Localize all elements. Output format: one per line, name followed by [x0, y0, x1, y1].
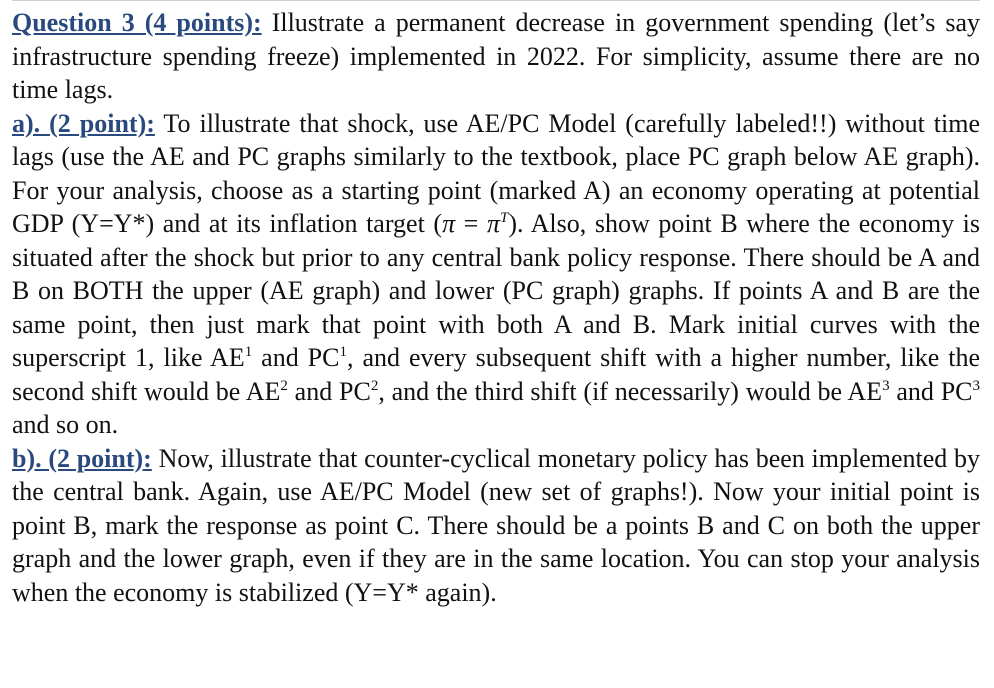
ae2-superscript: 2 [280, 377, 288, 394]
part-a-text-1: To illustrate that shock, use AE/PC Model (carefully labeled!!) without time lags (use the AE and PC graphs similarly to the textbook, place PC graph below AE graph). For your analysis, choose as a starting point (marked A) an economy operating at potential GDP (Y=Y*) and at its inflation target ( [12, 108, 980, 238]
part-a-paragraph [12, 107, 980, 442]
pi-symbol: π [442, 209, 456, 238]
question-3-heading: Question 3 (4 points): [12, 8, 262, 37]
pi-target-symbol: π [486, 209, 500, 238]
pc2-superscript: 2 [370, 377, 379, 394]
part-a-text-7: and PC [889, 376, 973, 406]
ae1-superscript: 1 [244, 344, 253, 360]
equals-sign: = [455, 209, 487, 238]
pc1-superscript: 1 [339, 344, 347, 360]
part-a-text-6: , and the third shift (if necessarily) would be AE [378, 376, 883, 406]
pc3-superscript: 3 [972, 377, 981, 394]
part-a-text-8: and so on. [12, 410, 119, 439]
part-b-paragraph [12, 442, 980, 610]
part-a-text-3: and PC [252, 343, 340, 372]
part-b-heading: b). (2 point): [12, 443, 152, 473]
part-a-text-5: and PC [287, 376, 371, 406]
question-3-paragraph [12, 6, 980, 107]
part-b-text: Now, illustrate that counter-cyclical monetary policy has been implemented by the central bank. Again, use AE/PC Model (new set of graphs!). Now your initial point is point B, mark the response as point C. There should be a points B and C on both the upper graph and the lower graph, even if they are in the same location. You can stop your analysis when the economy is stabilized (Y=Y* again). [12, 443, 980, 607]
ae3-superscript: 3 [882, 377, 890, 394]
target-superscript: T [499, 210, 509, 226]
part-a-text-4: , and every subsequent shift with a higher number, like the second shift would be AE [12, 343, 981, 406]
part-a-text-2: ). Also, show point B where the economy is situated after the shock but prior to any central bank policy response. There should be A and B on BOTH the upper (AE graph) and lower (PC graph) graphs. If points A and B are the same point, then just mark that point with both A and B. Mark initial curves with the superscript 1, like AE [12, 209, 981, 372]
part-a-heading: a). (2 point): [12, 108, 155, 138]
question-3-text: Illustrate a permanent decrease in government spending (let’s say infrastructure spending freeze) implemented in 2022. For simplicity, assume there are no time lags. [12, 8, 981, 104]
top-rule [12, 0, 980, 1]
